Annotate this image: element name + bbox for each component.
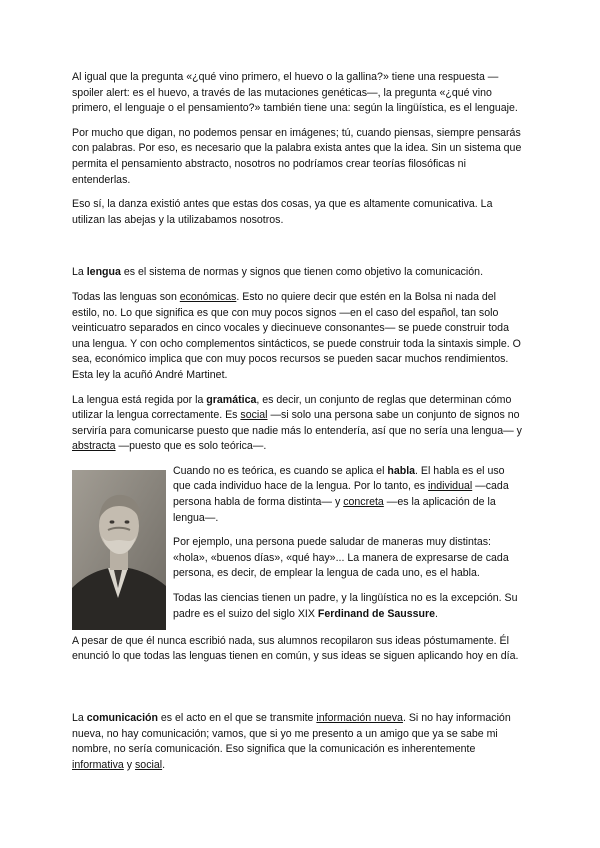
text-run: .	[162, 758, 166, 771]
text-run: La lengua está regida por la	[72, 393, 207, 406]
document-page	[72, 70, 524, 782]
intro-paragraph-2: Por mucho que digan, no podemos pensar en imágenes; tú, cuando piensas, siempre pensarás con palabras. Por eso, es necesario que la palabra exista antes que la idea. Sin un sistema que permita el pensamiento abstracto, nosotros no podríamos crear teorías filosóficas ni entenderlas.	[72, 126, 522, 186]
section-gap	[72, 674, 524, 711]
saussure-paragraph	[173, 591, 524, 622]
term-informacion-nueva: información nueva	[316, 712, 403, 725]
saussure-portrait	[72, 470, 166, 630]
lengua-gramatica-paragraph	[72, 393, 524, 455]
term-lengua: lengua	[86, 266, 121, 279]
habla-paragraph-1	[173, 464, 524, 526]
term-comunicacion: comunicación	[86, 712, 158, 725]
text-run: La	[72, 266, 87, 279]
text-run: Todas las ciencias tienen un padre, y la lingüística no es la excepción. Su padre es el suizo del siglo XIX	[173, 592, 518, 620]
text-run: .	[435, 607, 438, 620]
text-run: —cada persona habla de forma distinta— y	[173, 480, 509, 509]
term-individual: individual	[428, 480, 473, 493]
text-run: es el sistema de normas y signos que tienen como objetivo la comunicación.	[120, 266, 484, 279]
term-social: social	[240, 409, 268, 422]
habla-text	[173, 464, 524, 622]
text-run: . Esto no quiere decir que estén en la Bolsa ni nada del estilo, no. Lo que significa es que con muy pocos signos —en el caso del español, tan solo veinticuatro separados en cinco vocales y diecinueve consonantes— se puede construir toda una lengua. Y con ocho complementos sintácticos, se puede construir toda la sintaxis simple. O sea, económico implica que con muy pocos recursos se pueden sacar muchos rendimientos. Esta ley la acuñó André Martinet.	[72, 290, 521, 381]
term-gramatica: gramática	[206, 393, 257, 406]
text-run: —puesto que es solo teórica—.	[115, 440, 267, 453]
text-run: —si solo una persona sabe un conjunto de signos no serviría para comunicarse puesto que nadie más lo entendería, así que no sería una lengua— y	[72, 409, 522, 437]
text-run: —es la aplicación de la lengua—.	[173, 496, 496, 524]
text-run: Cuando no es teórica, es cuando se aplica el	[173, 464, 388, 477]
term-concreta: concreta	[343, 496, 384, 509]
text-run: , es decir, un conjunto de reglas que determinan cómo utilizar la lengua correctamente. Es	[72, 393, 512, 422]
section-gap	[72, 237, 524, 265]
habla-paragraph-2: Por ejemplo, una persona puede saludar de maneras muy distintas: «hola», «buenos días», «qué hay»... La manera de expresarse de cada persona, es decir, de emplear la lengua de cada uno, es el habla.	[173, 536, 509, 580]
lengua-definition	[72, 265, 524, 281]
intro-paragraph-3: Eso sí, la danza existió antes que estas dos cosas, ya que es altamente comunicativa. La utilizan las abejas y la utilizabamos nosotros.	[72, 198, 493, 226]
term-social-comunicacion: social	[135, 758, 163, 771]
text-run: es el acto en el que se transmite	[157, 712, 317, 725]
text-run: . El habla es el uso que cada individuo hace de la lengua. Por lo tanto, es	[173, 464, 505, 493]
lengua-economia-paragraph	[72, 290, 524, 384]
text-run: y	[123, 758, 135, 771]
term-habla: habla	[387, 464, 416, 477]
habla-section	[72, 464, 524, 634]
intro-paragraph-1: Al igual que la pregunta «¿qué vino primero, el huevo o la gallina?» tiene una respuesta —spoiler alert: es el huevo, a través de las mutaciones genéticas—, la pregunta «¿qué vino primero, el lenguaje o el pensamiento?» también tiene una: según la lingüística, es el lenguaje.	[72, 71, 518, 115]
text-run: Todas las lenguas son	[72, 290, 180, 303]
saussure-legacy-paragraph: A pesar de que él nunca escribió nada, sus alumnos recopilaron sus ideas póstumamente. Él enunció lo que todas las lenguas tienen en común, y sus ideas se siguen aplicando hoy en día.	[72, 634, 519, 663]
term-abstracta: abstracta	[72, 440, 116, 453]
term-economicas: económicas	[179, 290, 237, 303]
saussure-name: Ferdinand de Saussure	[317, 607, 436, 620]
comunicacion-paragraph	[72, 711, 524, 773]
text-run: La	[72, 712, 87, 725]
text-run: . Si no hay información nueva, no hay comunicación; vamos, que si yo me presento a un amigo que ya se sabe mi nombre, no sería comunicación. Eso significa que la comunicación es inherentemente	[72, 712, 511, 756]
term-informativa: informativa	[72, 758, 124, 771]
